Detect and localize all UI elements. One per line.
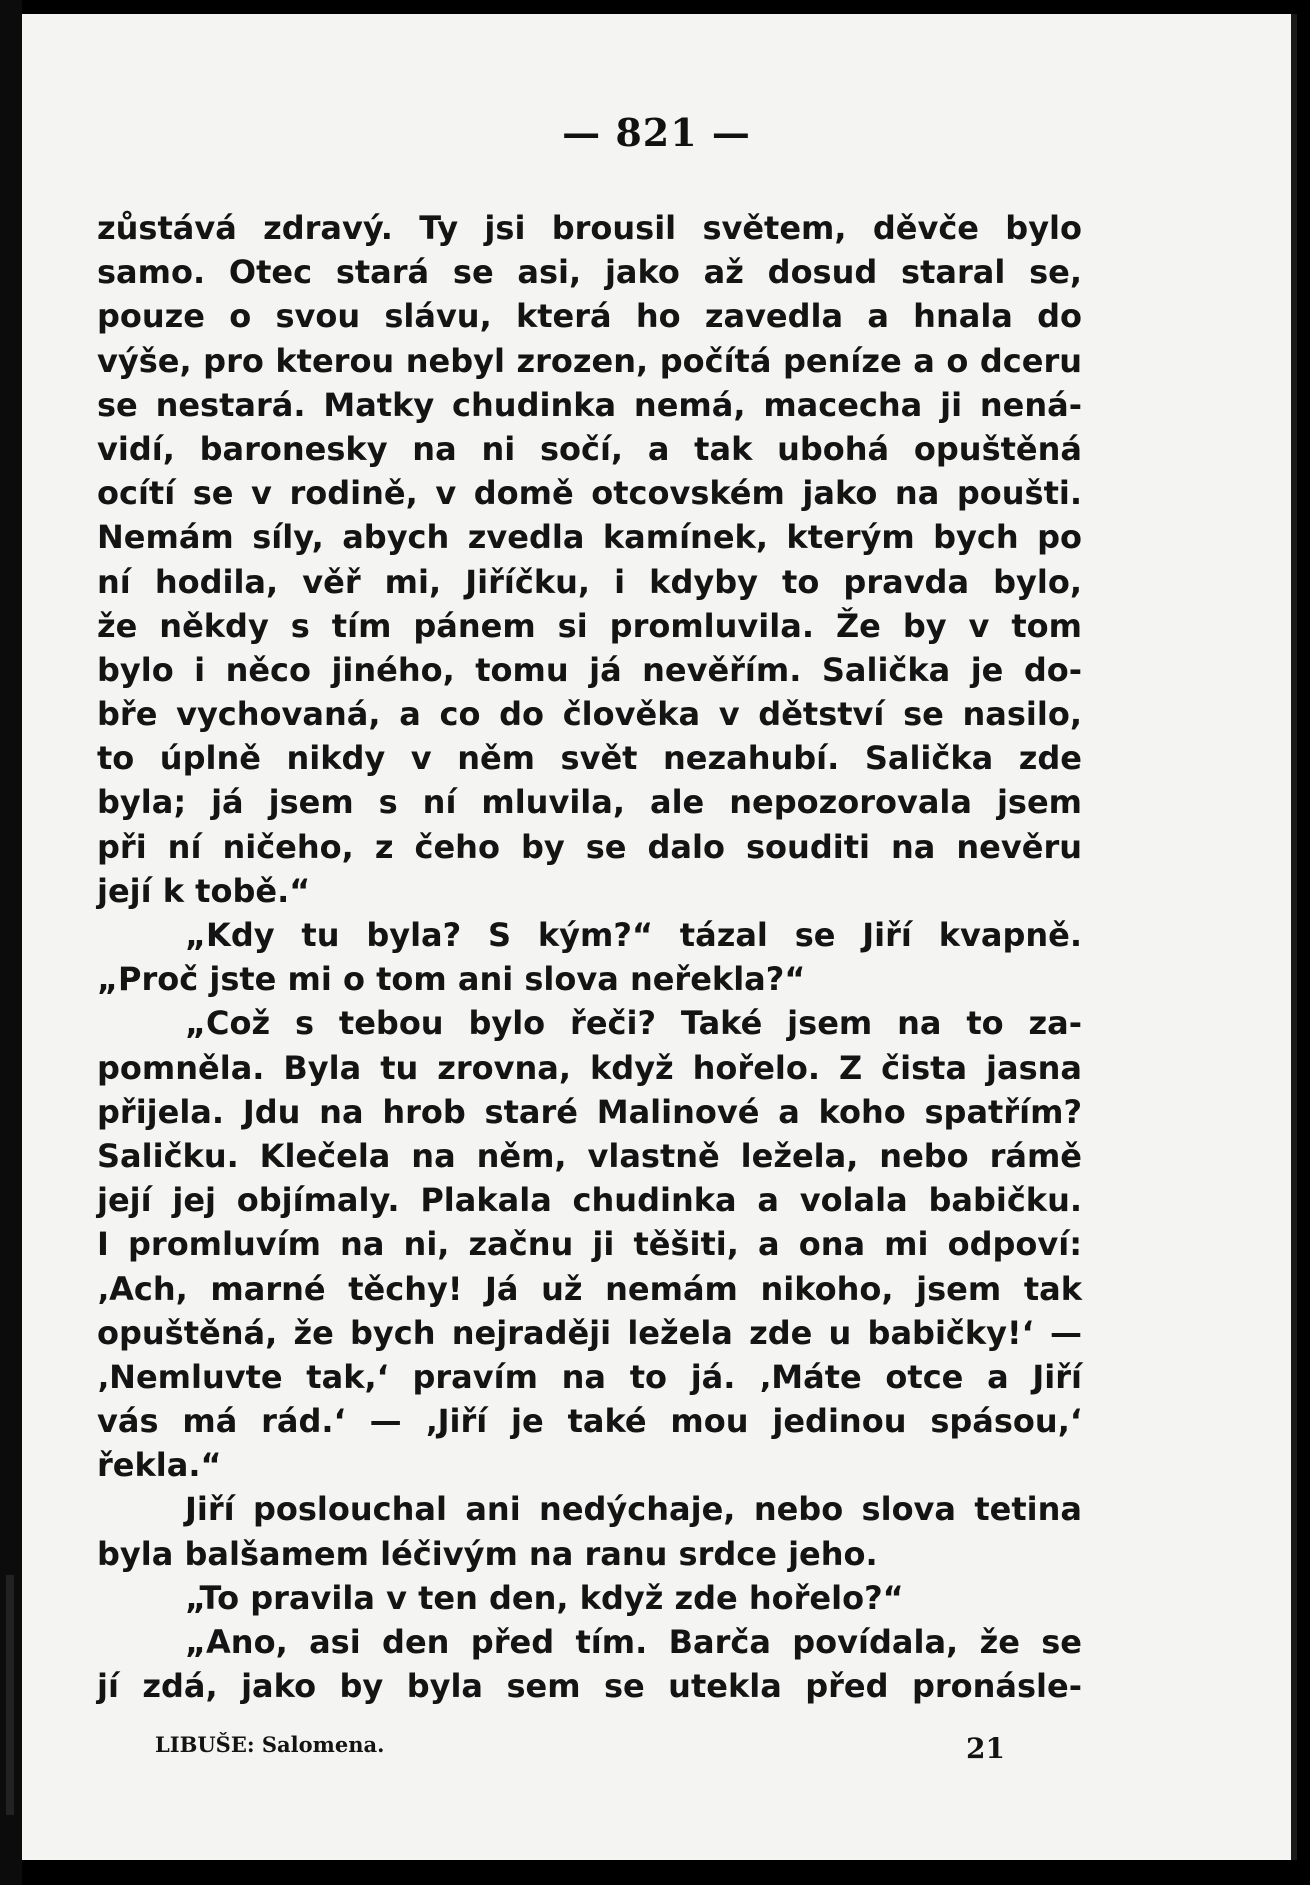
scan-edge-mark <box>6 1575 14 1815</box>
text-line: pomněla. Byla tu zrovna, když hořelo. Z čista jasna <box>97 1048 1082 1087</box>
text-line: Nemám síly, abych zvedla kamínek, kterým bych po <box>97 518 1082 557</box>
text-line: její jej objímaly. Plakala chudinka a volala babičku. <box>97 1181 1082 1220</box>
text-line: přijela. Jdu na hrob staré Malinové a koho spatřím? <box>97 1092 1082 1131</box>
text-line: ní hodila, věř mi, Jiříčku, i kdyby to pravda bylo, <box>97 562 1082 601</box>
text-line: řekla.“ <box>97 1446 222 1485</box>
text-line: bylo i něco jiného, tomu já nevěřím. Salička je do- <box>97 650 1082 689</box>
text-line: se nestará. Matky chudinka nemá, macecha ji nená- <box>97 385 1082 424</box>
text-line: při ní ničeho, z čeho by se dalo souditi na nevěru <box>97 827 1082 866</box>
text-line: „Což s tebou bylo řeči? Také jsem na to za- <box>185 1004 1082 1043</box>
text-line: I promluvím na ni, začnu ji těšiti, a ona mi odpoví: <box>97 1225 1082 1264</box>
text-line: Saličku. Klečela na něm, vlastně ležela, nebo rámě <box>97 1136 1082 1175</box>
text-line: že někdy s tím pánem si promluvila. Že by v tom <box>97 606 1082 645</box>
text-line: „Kdy tu byla? S kým?“ tázal se Jiří kvapně. <box>185 916 1082 954</box>
text-line: její k tobě.“ <box>97 871 311 910</box>
text-line: ‚Nemluvte tak,‘ pravím na to já. ‚Máte otce a Jiří <box>97 1357 1082 1396</box>
text-line: samo. Otec stará se asi, jako až dosud staral se, <box>97 253 1082 292</box>
signature-mark: LIBUŠE: Salomena. <box>155 1732 385 1757</box>
text-line: vás má rád.‘ — ‚Jiří je také mou jedinou spásou,‘ <box>97 1402 1082 1441</box>
text-line: pouze o svou slávu, která ho zavedla a hnala do <box>97 297 1082 336</box>
page-number: — 821 — <box>562 110 751 155</box>
text-line: zůstává zdravý. Ty jsi brousil světem, děvče bylo <box>97 209 1082 247</box>
text-line: byla balšamem léčivým na ranu srdce jeho. <box>97 1534 878 1573</box>
text-line: „Ano, asi den před tím. Barča povídala, že se <box>185 1623 1082 1661</box>
text-line: Jiří poslouchal ani nedýchaje, nebo slova tetina <box>185 1490 1082 1529</box>
text-line: ‚Ach, marné těchy! Já už nemám nikoho, jsem tak <box>97 1269 1082 1308</box>
text-line: byla; já jsem s ní mluvila, ale nepozorovala jsem <box>97 783 1082 822</box>
text-line: „Proč jste mi o tom ani slova neřekla?“ <box>97 960 806 999</box>
sheet-number: 21 <box>966 1732 1005 1765</box>
text-line: výše, pro kterou nebyl zrozen, počítá peníze a o dceru <box>97 341 1082 380</box>
text-line: bře vychovaná, a co do člověka v dětství se nasilo, <box>97 695 1082 734</box>
text-line: opuštěná, že bych nejraději ležela zde u babičky!‘ — <box>97 1313 1082 1352</box>
text-line: „To pravila v ten den, když zde hořelo?“ <box>185 1578 904 1617</box>
book-page <box>22 14 1297 1860</box>
text-line: jí zdá, jako by byla sem se utekla před pronásle- <box>97 1667 1082 1706</box>
text-line: vidí, baronesky na ni sočí, a tak ubohá opuštěná <box>97 429 1082 468</box>
text-line: ocítí se v rodině, v domě otcovském jako na poušti. <box>97 474 1082 513</box>
text-line: to úplně nikdy v něm svět nezahubí. Salička zde <box>97 739 1082 778</box>
body-text <box>97 206 1082 1708</box>
